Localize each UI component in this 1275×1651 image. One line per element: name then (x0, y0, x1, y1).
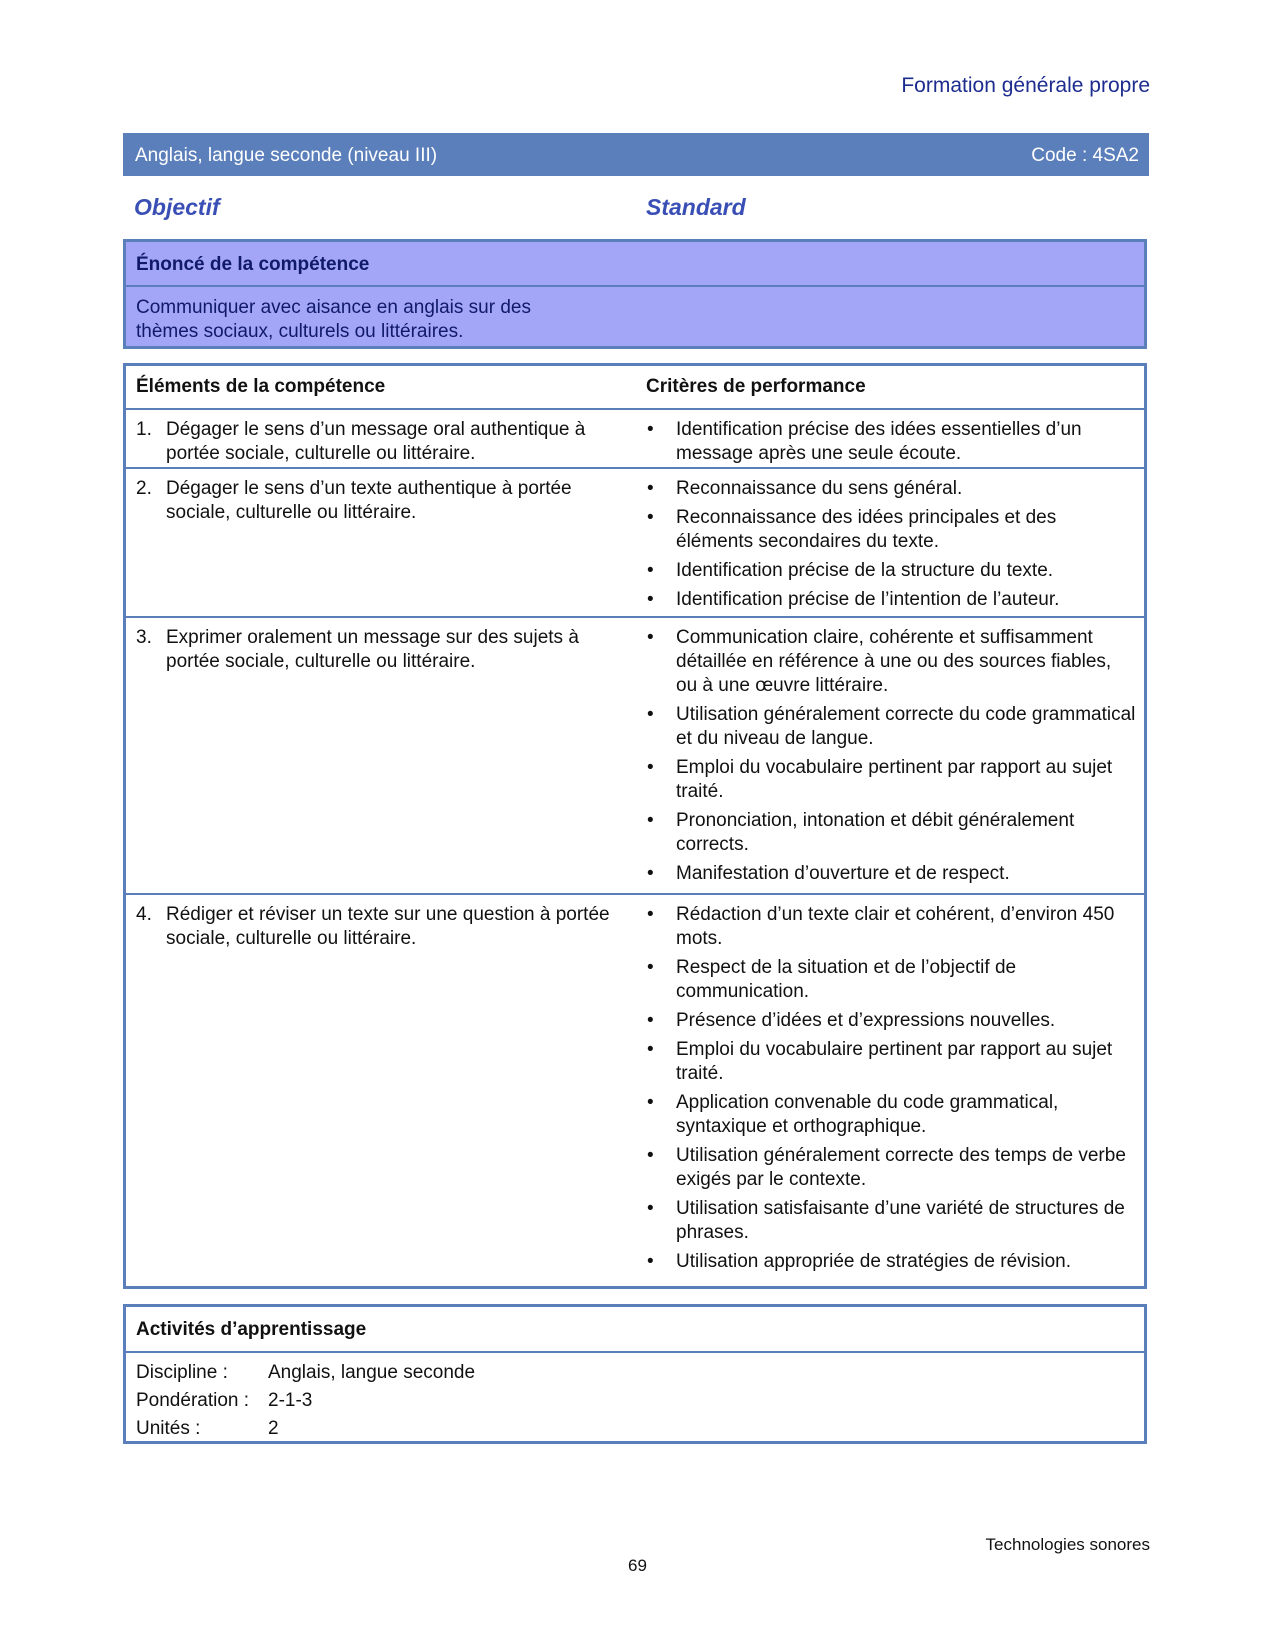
divider (126, 408, 1144, 410)
element-number: 4. (136, 904, 152, 925)
discipline-line (136, 1362, 475, 1384)
competence-statement-box (123, 239, 1147, 349)
criterion-item: • Reconnaissance du sens général. (646, 477, 1136, 501)
course-title: Anglais, langue seconde (niveau III) (135, 145, 438, 166)
criteria-column-header: Critères de performance (646, 376, 866, 397)
unites-line (136, 1418, 279, 1440)
element-number: 3. (136, 627, 152, 648)
standard-label: Standard (646, 194, 746, 220)
criterion-item: • Identification précise de la structure du texte. (646, 559, 1136, 583)
criteria-list (646, 626, 1136, 891)
element-text (136, 477, 636, 525)
ponderation-value: 2-1-3 (268, 1390, 313, 1411)
course-title-band (123, 133, 1149, 176)
divider (126, 285, 1144, 287)
objective-label: Objectif (134, 194, 220, 220)
running-footer: Technologies sonores (985, 1535, 1150, 1554)
criterion-item: • Emploi du vocabulaire pertinent par rapport au sujet traité. (646, 1038, 1136, 1086)
criterion-item: • Communication claire, cohérente et suffisamment détaillée en référence à une ou des sources fiables, ou à une œuvre littéraire. (646, 626, 1136, 698)
criterion-item: • Utilisation généralement correcte des temps de verbe exigés par le contexte. (646, 1144, 1136, 1192)
learning-activities-box (123, 1304, 1147, 1444)
running-header: Formation générale propre (901, 74, 1150, 97)
criterion-item: • Prononciation, intonation et débit généralement corrects. (646, 809, 1136, 857)
criterion-item: • Utilisation généralement correcte du code grammatical et du niveau de langue. (646, 703, 1136, 751)
ponderation-line (136, 1390, 312, 1412)
element-text (136, 418, 636, 466)
course-code: Code : 4SA2 (1031, 145, 1139, 166)
section-labels (134, 194, 1144, 224)
criterion-item: • Emploi du vocabulaire pertinent par rapport au sujet traité. (646, 756, 1136, 804)
criterion-item: • Respect de la situation et de l’objectif de communication. (646, 956, 1136, 1004)
criterion-item: • Reconnaissance des idées principales et des éléments secondaires du texte. (646, 506, 1136, 554)
competence-statement-title: Énoncé de la compétence (136, 254, 370, 275)
elements-column-header: Éléments de la compétence (136, 376, 386, 397)
element-description: Exprimer oralement un message sur des sujets à portée sociale, culturelle ou littéraire. (166, 627, 579, 672)
criteria-list (646, 477, 1136, 617)
element-description: Rédiger et réviser un texte sur une question à portée sociale, culturelle ou littéraire. (166, 904, 610, 949)
criterion-item: • Rédaction d’un texte clair et cohérent, d’environ 450 mots. (646, 903, 1136, 951)
element-text (136, 903, 636, 951)
criterion-item: • Manifestation d’ouverture et de respect. (646, 862, 1136, 886)
elements-table (123, 363, 1147, 1289)
element-description: Dégager le sens d’un message oral authentique à portée sociale, culturelle ou littéraire. (166, 419, 586, 464)
criterion-item: • Application convenable du code grammatical, syntaxique et orthographique. (646, 1091, 1136, 1139)
element-number: 1. (136, 419, 152, 440)
element-description: Dégager le sens d’un texte authentique à portée sociale, culturelle ou littéraire. (166, 478, 572, 523)
element-number: 2. (136, 478, 152, 499)
criterion-item: • Présence d’idées et d’expressions nouvelles. (646, 1009, 1136, 1033)
criteria-list (646, 418, 1136, 471)
divider (126, 616, 1144, 618)
criterion-item: • Utilisation satisfaisante d’une variété de structures de phrases. (646, 1197, 1136, 1245)
learning-activities-title: Activités d’apprentissage (136, 1319, 367, 1340)
competence-statement-text: Communiquer avec aisance en anglais sur des thèmes sociaux, culturels ou littéraires. (136, 297, 531, 342)
divider (126, 467, 1144, 469)
criterion-item: • Identification précise de l’intention de l’auteur. (646, 588, 1136, 612)
criteria-list (646, 903, 1136, 1279)
ponderation-label: Pondération : (136, 1390, 250, 1411)
divider (126, 893, 1144, 895)
page-number: 69 (628, 1556, 647, 1575)
discipline-label: Discipline : (136, 1362, 228, 1383)
divider (126, 1351, 1144, 1353)
unites-label: Unités : (136, 1418, 201, 1439)
unites-value: 2 (268, 1418, 279, 1439)
element-text (136, 626, 636, 674)
criterion-item: • Identification précise des idées essentielles d’un message après une seule écoute. (646, 418, 1136, 466)
criterion-item: • Utilisation appropriée de stratégies de révision. (646, 1250, 1136, 1274)
discipline-value: Anglais, langue seconde (268, 1362, 476, 1383)
